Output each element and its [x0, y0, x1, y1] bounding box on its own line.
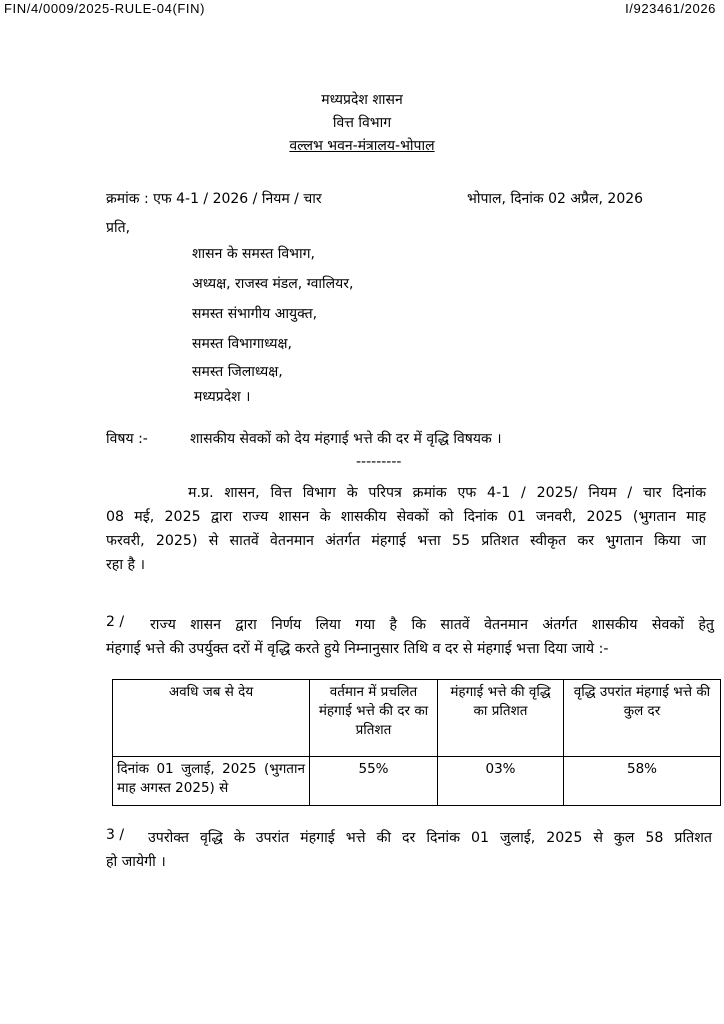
- cell-current-rate: 55%: [310, 757, 438, 806]
- government-name: मध्यप्रदेश शासन: [321, 92, 403, 108]
- column-header-total-rate: वृद्धि उपरांत मंहगाई भत्ते की कुल दर: [564, 680, 721, 757]
- paragraph-line: मंहगाई भत्ते की उपर्युक्त दरों में वृद्धि करते हुये निम्नानुसार तिथि व दर से मंहगाई भत्ता दिया जाये :-: [106, 641, 609, 657]
- cell-total-rate: 58%: [564, 757, 721, 806]
- paragraph-3-number: 3 /: [106, 827, 125, 843]
- column-header-increase: मंहगाई भत्ते की वृद्धि का प्रतिशत: [438, 680, 564, 757]
- document-reference: I/923461/2026: [625, 1, 716, 16]
- to-label: प्रति,: [106, 220, 131, 236]
- recipient: मध्यप्रदेश ।: [194, 389, 251, 405]
- file-reference: FIN/4/0009/2025-RULE-04(FIN): [4, 1, 206, 16]
- recipient: समस्त संभागीय आयुक्त,: [192, 306, 318, 322]
- paragraph-line: म.प्र. शासन, वित्त विभाग के परिपत्र क्रमांक एफ 4-1 / 2025/ नियम / चार दिनांक: [188, 485, 706, 501]
- office-address: वल्लभ भवन-मंत्रालय-भोपाल: [289, 138, 435, 154]
- table-row: [113, 757, 721, 806]
- recipient: अध्यक्ष, राजस्व मंडल, ग्वालियर,: [192, 276, 354, 292]
- cell-period: दिनांक 01 जुलाई, 2025 (भुगतान माह अगस्त 2025) से: [113, 757, 310, 806]
- table-header-row: [113, 680, 721, 757]
- recipient: समस्त जिलाध्यक्ष,: [192, 364, 283, 380]
- column-header-period: अवधि जब से देय: [113, 680, 310, 757]
- place-date: भोपाल, दिनांक 02 अप्रैल, 2026: [467, 191, 644, 207]
- paragraph-line: रहा है ।: [106, 557, 145, 573]
- paragraph-3: [106, 826, 712, 874]
- recipient: समस्त विभागाध्यक्ष,: [192, 336, 292, 352]
- paragraph-line: राज्य शासन द्वारा निर्णय लिया गया है कि सातवें वेतनमान अंतर्गत शासकीय सेवकों हेतु: [150, 617, 714, 633]
- separator: ---------: [356, 454, 402, 470]
- memo-number: क्रमांक : एफ 4-1 / 2026 / नियम / चार: [106, 191, 322, 207]
- da-rate-table: [112, 679, 721, 806]
- paragraph-line: हो जायेगी ।: [106, 854, 166, 870]
- recipient: शासन के समस्त विभाग,: [192, 246, 315, 262]
- paragraph-2-number: 2 /: [106, 614, 125, 630]
- department-name: वित्त विभाग: [332, 115, 392, 131]
- paragraph-line: 08 मई, 2025 द्वारा राज्य शासन के शासकीय सेवकों को दिनांक 01 जनवरी, 2025 (भुगतान माह: [106, 509, 706, 525]
- paragraph-line: फरवरी, 2025) से सातवें वेतनमान अंतर्गत मंहगाई भत्ता 55 प्रतिशत स्वीकृत कर भुगतान किया जा: [106, 533, 706, 549]
- paragraph-2: [106, 613, 714, 661]
- cell-increase: 03%: [438, 757, 564, 806]
- paragraph-line: उपरोक्त वृद्धि के उपरांत मंहगाई भत्ते की दर दिनांक 01 जुलाई, 2025 से कुल 58 प्रतिशत: [148, 830, 712, 846]
- subject-text: शासकीय सेवकों को देय मंहगाई भत्ते की दर में वृद्धि विषयक ।: [190, 431, 502, 447]
- column-header-current-rate: वर्तमान में प्रचलित मंहगाई भत्ते की दर का प्रतिशत: [310, 680, 438, 757]
- paragraph-1: [106, 481, 706, 577]
- subject-label: विषय :-: [106, 431, 148, 447]
